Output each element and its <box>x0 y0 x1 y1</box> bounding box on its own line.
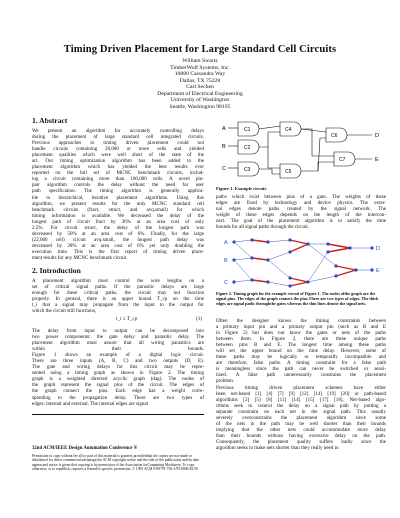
text-line: of the nets in the path may be well shorter than their bounds <box>216 420 386 427</box>
text-line: that the copies are not made or distributed for direct commercial advantage, <box>32 454 192 463</box>
copyright-notice <box>32 454 204 471</box>
output-label-e: E <box>375 157 379 163</box>
pin-node <box>288 238 291 241</box>
text-line: is meaningless since the path can never be switched or sensi- <box>216 366 386 373</box>
abstract-paragraph <box>32 128 204 261</box>
text-line: t_i that a signal may propagate from the input to the output for <box>32 302 204 309</box>
text-line: path specification. The timing algorithm is generally applica- <box>32 188 204 195</box>
text-line: graph is a weighted directed acyclic graph (dag). The nodes of <box>32 376 204 383</box>
text-line: benchmark circuits (fract, struct, and avq.small) for which <box>32 206 204 213</box>
text-line: placement algorithm must assure that all wiring parasitics are <box>32 340 204 347</box>
pin-node <box>334 264 337 267</box>
text-line: separate constraint on each net in the signal path. This usually <box>216 408 386 415</box>
text-line: bounds for all signal paths through the circuit. <box>216 224 310 231</box>
graph-label-b: B <box>224 258 228 264</box>
text-line: in Figure 2) but does not know the gates or nets of the paths <box>216 330 386 337</box>
signal-net-edge <box>268 240 290 242</box>
text-line: (22,000 cell) circuit avq.small, the longest path delay was <box>32 236 204 243</box>
graph-label-a: A <box>224 240 228 246</box>
signal-net-edge <box>268 252 290 260</box>
text-line: Figure 1 shows an example of a digital logic circuit. <box>32 352 204 359</box>
author-line: Seattle, Washington 98195 <box>169 103 231 110</box>
text-line: between them. In Figure 2, there are three unique paths <box>216 336 386 343</box>
text-line: will set the upper bound on the time delay. However, some of <box>216 348 386 355</box>
figure-1-circuit <box>222 118 392 184</box>
pin-node <box>250 256 253 259</box>
pin-node <box>326 250 329 253</box>
conference-name: 32nd ACM/IEEE Design Automation Conference ® <box>32 446 138 451</box>
gate-path-edge <box>252 240 268 242</box>
text-line: decreased by 28% at an area cost of 6% yet only doubling the <box>32 242 204 249</box>
signal-net-edge <box>308 244 336 266</box>
input-label-c: C <box>222 166 226 172</box>
introduction-paragraph-continued <box>32 328 204 407</box>
text-line: these paths may be logically or temporally incompatible and <box>216 354 386 361</box>
pin-node <box>370 246 373 249</box>
pin-node <box>288 250 291 253</box>
text-line: the gates whereas the thin lines denote the signal nets. <box>270 300 367 306</box>
text-line: The delay from input to output can be decomposed into <box>32 328 204 334</box>
text-line: a primary input pin and a primary output pin (such as B and E <box>216 324 386 331</box>
text-line: the ACM copyright notice and the title of the publication and its date appear, <box>32 458 200 467</box>
text-line: placement algorithm which has yielded the best results ever <box>32 164 204 171</box>
text-line: There are two types of edges. The thick edges are signal paths through <box>216 295 379 306</box>
text-line: implying that the other nets could accommodate more delay <box>216 426 386 433</box>
text-line: edges: internal and external. The internal edges are signal <box>32 400 149 407</box>
text-line: algorithms [2] [5] [8] [11] [14] [15] [17] [18]. Net-based algo- <box>216 396 386 403</box>
text-line: paths which exist between pins of a gate. The weights of these <box>216 194 386 200</box>
signal-net-edge <box>234 280 252 282</box>
paper-title: Timing Driven Placement for Large Standard Cell Circuits <box>63 44 337 55</box>
gate-path-edge <box>290 240 308 244</box>
introduction-heading: 2. Introduction <box>32 266 81 275</box>
text-line: are therefore, false paths. A timing constraint for a false path <box>216 360 386 367</box>
text-line: Often the designer knows the timing constraints between <box>216 318 386 324</box>
pin-node <box>232 258 235 261</box>
author-line: 10880 Cassandra Way <box>174 71 226 77</box>
pin-node <box>306 242 309 245</box>
text-line: ing a circuit containing more than 100,000 cells. A novel pin- <box>32 176 204 183</box>
text-line: sponding to the propagation delay. There are two types of <box>32 394 204 401</box>
pin-node <box>288 284 291 287</box>
author-line: University of Washington <box>170 97 230 103</box>
text-line: algorithm seeks to make nets shorter than they really need to <box>216 444 339 451</box>
signal-net-edge <box>268 282 290 286</box>
text-line: longest path of circuit fract by 36% at an area cost of only <box>32 218 204 225</box>
text-line: nect. The goal of the placement algorithm is to satisfy the time <box>216 218 386 225</box>
signal-net-edge <box>308 276 336 282</box>
text-line: edges are fixed by technology and device physics. The exter- <box>216 200 386 207</box>
gate-path-edge <box>328 248 350 252</box>
text-line: properly. In general, there is an upper bound T_cp on the time <box>32 296 204 303</box>
text-line: Figure 2. Timing graph for the example circuit of Figure 1. The nodes of <box>216 291 345 296</box>
signal-net-edge <box>268 260 290 278</box>
author-line: William Swartz <box>182 58 218 64</box>
gate-label-c1: C1 <box>244 127 251 133</box>
input-label-b: B <box>222 144 226 150</box>
text-line: Consequently, the placement quality suffers badly since the <box>216 438 386 445</box>
text-line: tized. A false path unnecessarily constrains the placement <box>216 372 386 379</box>
signal-net-edge <box>234 240 252 242</box>
pin-node <box>326 242 329 245</box>
equation: t_i ≤ T_cp <box>116 316 138 322</box>
text-line: We present an algorithm for accurately controlling delays <box>32 128 204 134</box>
gate-label-c5: C5 <box>285 169 292 175</box>
text-line: sented using a timing graph as shown in Figure 2. The timing <box>32 370 204 377</box>
right-paragraph-continued <box>216 318 386 451</box>
pin-node <box>250 238 253 241</box>
text-line: the graph connect the pins. Each edge has a weight corre- <box>32 388 204 395</box>
pin-node <box>354 268 357 271</box>
text-line: Computing Machinery. To copy otherwise, or to republish, requires a fee <box>32 462 195 471</box>
pin-node <box>306 280 309 283</box>
text-line: A placement algorithm must control the wire lengths on a <box>32 278 204 284</box>
graph-label-d: D <box>376 246 380 252</box>
signal-net-edge <box>234 258 252 260</box>
text-line: There are three inputs (A, B, C) and two outputs (D, E). <box>32 358 204 365</box>
author-block <box>0 58 400 110</box>
equation-number: (1) <box>196 316 203 322</box>
gate-path-edge <box>336 270 356 276</box>
graph-label-e: E <box>376 268 380 274</box>
gate-label-c7: C7 <box>339 157 346 163</box>
text-line: ble to hierarchical, iterative placement algorithms. Using this <box>32 194 204 201</box>
text-line: pair algorithm controls the delay without the need for user <box>32 182 204 189</box>
text-line: Previous timing driven placement schemes have either <box>216 384 386 391</box>
signal-net-edge <box>234 242 252 258</box>
text-line: been net-based [1] [4] [7] [9] [12] [14] [19] [20] or path-based <box>216 390 386 397</box>
pin-node <box>266 240 269 243</box>
text-line: placement qualities which were well short of the state of the <box>32 152 204 159</box>
input-label-a: A <box>222 126 226 132</box>
gate-path-edge <box>290 282 308 286</box>
text-line: between pins B and E. The longest time among these paths <box>216 342 386 349</box>
output-label-d: D <box>375 133 379 139</box>
text-line: weight of these edges depends on the length of the intercon- <box>216 212 386 219</box>
footer-rule <box>32 414 204 415</box>
author-line: Dallas, TX 75228 <box>179 77 221 84</box>
gate-label-c4: C4 <box>285 127 292 133</box>
pin-node <box>266 258 269 261</box>
text-line: severely overconstrains the placement algorithm since some <box>216 414 386 421</box>
text-line: than their bounds without having excessive delay on the path. <box>216 432 386 439</box>
signal-net-edge <box>234 260 252 280</box>
pin-node <box>232 240 235 243</box>
text-line: execution time. This is the first report of timing driven place- <box>32 248 204 255</box>
text-line: timing information is available. We decreased the delay of the <box>32 212 204 219</box>
pin-node <box>232 280 235 283</box>
text-line: Previous approaches to timing driven placement could not <box>32 140 204 147</box>
text-line: handle circuits containing 20,000 or more cells and yielded <box>32 146 204 153</box>
pin-node <box>266 280 269 283</box>
text-line: set of critical signal paths. If the parasitic delays are large <box>32 284 204 291</box>
gate-path-edge <box>336 266 356 270</box>
text-line: two power components: the gate delay and parasitic delay. The <box>32 334 204 341</box>
graph-label-c: C <box>224 280 228 286</box>
text-line: nal edges denote paths created by the signal network. The <box>216 206 386 213</box>
text-line: and notice is given that copying is by permission of the Association for <box>42 462 148 467</box>
signal-net-edge <box>308 252 328 282</box>
text-line: the graph represent the signal pins of the circuit. The edges of <box>32 382 204 389</box>
pin-node <box>288 276 291 279</box>
text-line: during the placement of large standard cell integrated circuits. <box>32 134 204 141</box>
author-line: Carl Sechen <box>186 84 214 90</box>
text-line: and/or specific permission. © 1995 ACM 0-89791-756-1/95/0006 $3.50 <box>91 466 198 471</box>
figure-2-caption <box>216 292 386 307</box>
pin-node <box>250 278 253 281</box>
text-line: The gate and wiring delays for this circuit may be repre- <box>32 364 204 371</box>
text-line: art. Our timing optimization algorithm has been added to the <box>32 158 204 165</box>
text-line: algorithm, we present results for the only MCNC standard cell <box>32 200 204 207</box>
figure-1-caption: Figure 1. Example circuit. <box>216 186 267 191</box>
gate-path-edge <box>290 244 308 252</box>
pin-node <box>370 268 373 271</box>
gate-label-c3: C3 <box>244 167 251 173</box>
gate-path-edge <box>252 258 268 260</box>
text-line: decreased by 50% at an area cost of 6%. Finally, for the large <box>32 230 204 237</box>
text-line: which the circuit still functions, <box>32 308 97 315</box>
text-line: 2.5%. For circuit struct, the delay of the longest path was <box>32 224 204 231</box>
text-line: within their bounds. <box>32 346 204 353</box>
text-line: Permission to copy without fee all or part of this material is granted, provided <box>32 454 147 458</box>
text-line: problem. <box>216 378 235 385</box>
right-paragraph <box>216 194 386 230</box>
gate-path-edge <box>252 280 268 282</box>
text-line: the graph are the signal pins. The edges of the graph connect the pins. <box>216 291 376 301</box>
gate-label-c2: C2 <box>244 145 251 151</box>
text-line: reported on the full set of MCNC benchmark circuits, includ- <box>32 170 204 177</box>
author-line: TimberWolf Systems, Inc. <box>170 64 230 71</box>
abstract-heading: 1. Abstract <box>32 116 68 125</box>
text-line: rithms seek to control the delay on a signal path by putting a <box>216 402 386 409</box>
author-line: Department of Electrical Engineering <box>157 90 243 97</box>
gate-path-edge <box>290 278 308 282</box>
gate-label-c6: C6 <box>331 133 338 139</box>
pin-node <box>348 246 351 249</box>
pin-node <box>334 274 337 277</box>
introduction-paragraph <box>32 278 204 314</box>
figure-2-timing-graph <box>224 232 384 290</box>
gate-path-edge <box>328 244 350 248</box>
text-line: ment results for any MCNC benchmark circuit. <box>32 254 128 261</box>
text-line: enough for these critical paths, the circuit may not function <box>32 290 204 297</box>
